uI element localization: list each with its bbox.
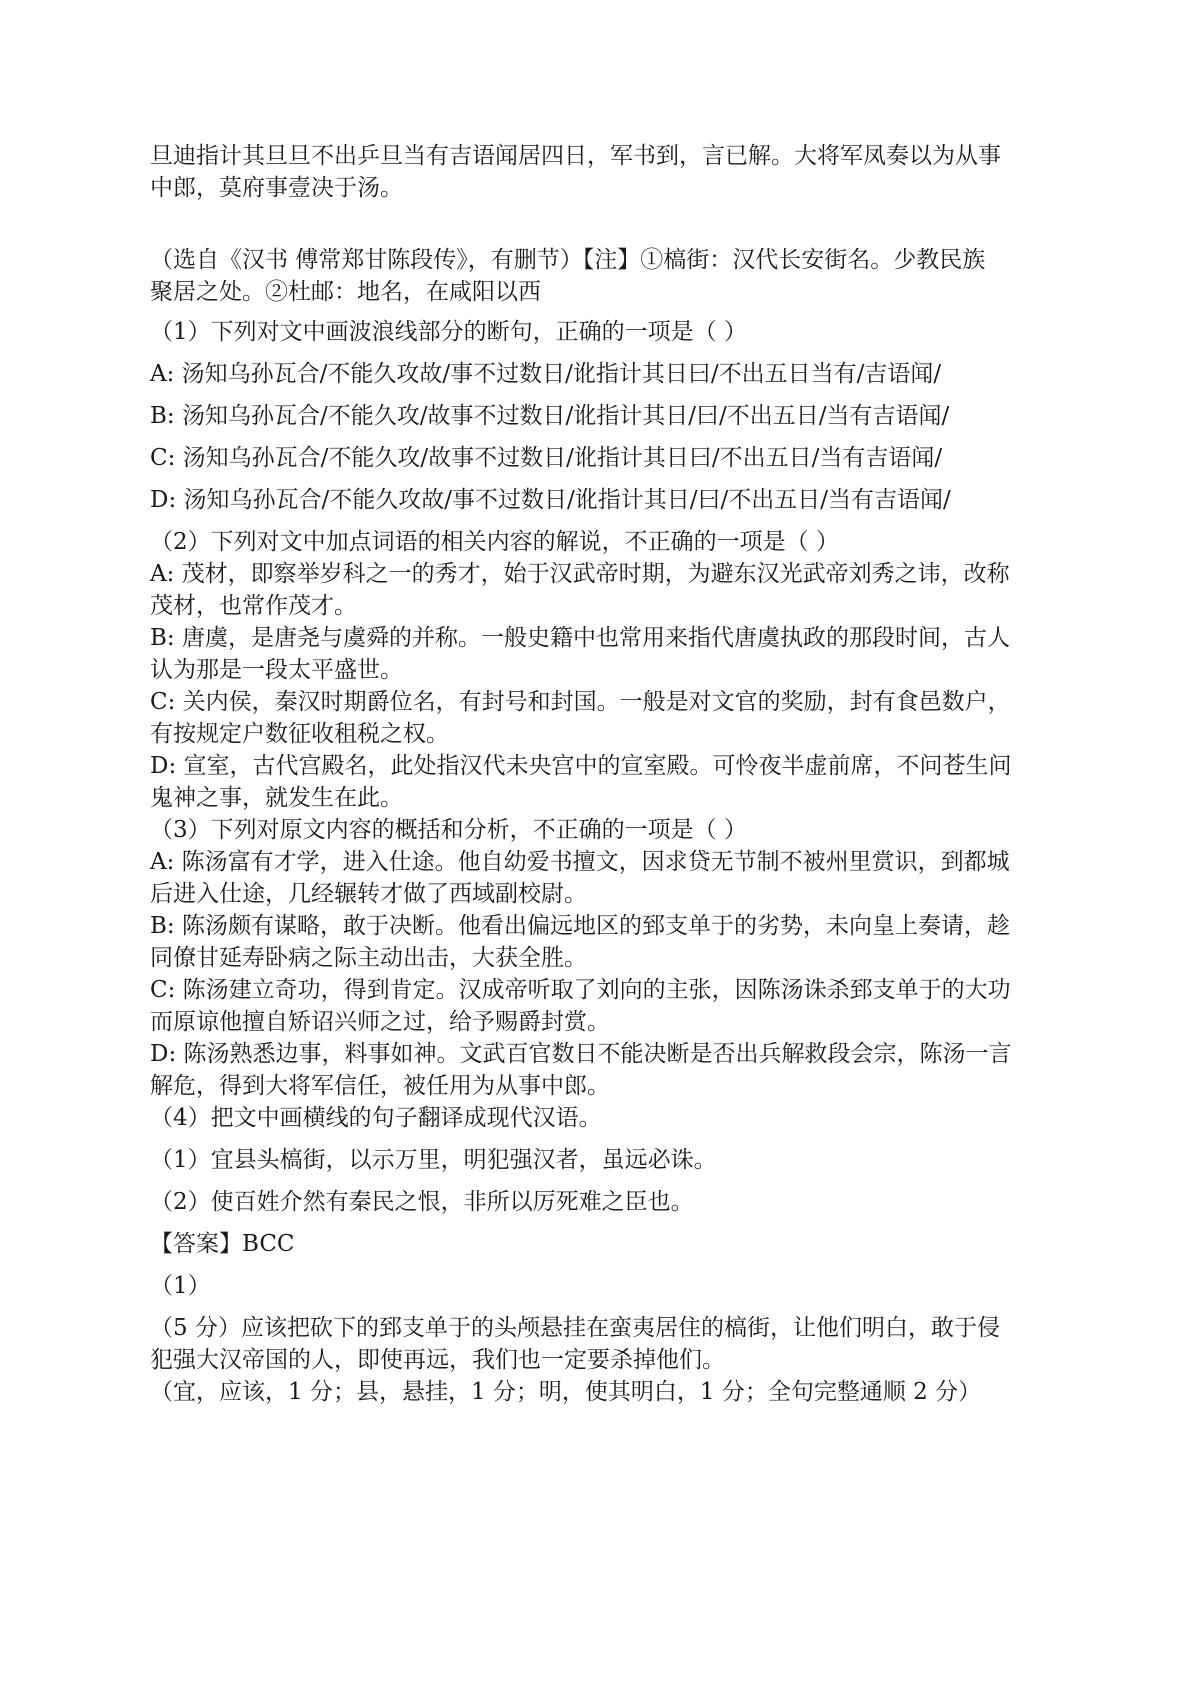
- question-4-stem: （4）把文中画横线的句子翻译成现代汉语。: [150, 1105, 602, 1131]
- passage-line: 中郎，莫府事壹决于汤。: [150, 175, 403, 201]
- question-2-line: D: 宣室，古代宫殿名，此处指汉代未央宫中的宣室殿。可怜夜半虚前席，不问苍生问: [150, 753, 1012, 779]
- document-page: [150, 140, 1050, 1408]
- answer-line: （宜，应该，1 分；县，悬挂，1 分；明，使其明白，1 分；全句完整通顺 2 分）: [150, 1379, 982, 1405]
- question-2-line: A: 茂材，即察举岁科之一的秀才，始于汉武帝时期，为避东汉光武帝刘秀之讳，改称: [150, 561, 1010, 587]
- question-3-stem: （3）下列对原文内容的概括和分析，不正确的一项是（ ）: [150, 817, 747, 843]
- question-1-option-b: B: 汤知乌孙瓦合/不能久攻/故事不过数日/讹指计其日/曰/不出五日/当有吉语闻/: [150, 403, 950, 429]
- question-4-sentence: （1）宜县头槁街，以示万里，明犯强汉者，虽远必诛。: [150, 1147, 717, 1173]
- question-2-line: 认为那是一段太平盛世。: [150, 657, 403, 683]
- answer-line: 犯强大汉帝国的人，即使再远，我们也一定要杀掉他们。: [150, 1347, 725, 1373]
- question-1-stem: （1）下列对文中画波浪线部分的断句，正确的一项是（ ）: [150, 319, 747, 345]
- question-2-line: 鬼神之事，就发生在此。: [150, 785, 403, 811]
- passage-line: 旦迪指计其旦旦不出乒旦当有吉语闻居四日，军书到，言已解。大将军凤奏以为从事: [150, 143, 1001, 169]
- question-2-line: 有按规定户数征收租税之权。: [150, 721, 449, 747]
- answer-line: （5 分）应该把砍下的郅支单于的头颅悬挂在蛮夷居住的槁街，让他们明白，敢于侵: [150, 1315, 1000, 1341]
- question-2-line: C: 关内侯，秦汉时期爵位名，有封号和封国。一般是对文官的奖励，封有食邑数户，: [150, 689, 1011, 715]
- question-3-line: C: 陈汤建立奇功，得到肯定。汉成帝听取了刘向的主张，因陈汤诛杀郅支单于的大功: [150, 977, 1011, 1003]
- question-3-line: 同僚甘延寿卧病之际主动出击，大获全胜。: [150, 945, 587, 971]
- question-3-line: 而原谅他擅自矫诏兴师之过，给予赐爵封赏。: [150, 1009, 610, 1035]
- answer-label: 【答案】BCC: [150, 1231, 295, 1257]
- question-1-option-a: A: 汤知乌孙瓦合/不能久攻故/事不过数日/讹指计其日曰/不出五日当有/吉语闻/: [150, 361, 942, 387]
- question-4-sentence: （2）使百姓介然有秦民之恨，非所以厉死难之臣也。: [150, 1189, 694, 1215]
- question-3-line: A: 陈汤富有才学，进入仕途。他自幼爱书擅文，因求贷无节制不被州里赏识，到都城: [150, 849, 1010, 875]
- source-note-line: 聚居之处。②杜邮：地名，在咸阳以西: [150, 279, 541, 305]
- question-3-line: B: 陈汤颇有谋略，敢于决断。他看出偏远地区的郅支单于的劣势，未向皇上奏请，趁: [150, 913, 1010, 939]
- question-3-line: 解危，得到大将军信任，被任用为从事中郎。: [150, 1073, 610, 1099]
- question-3-line: D: 陈汤熟悉边事，料事如神。文武百官数日不能决断是否出兵解救段会宗，陈汤一言: [150, 1041, 1012, 1067]
- question-1-option-d: D: 汤知乌孙瓦合/不能久攻故/事不过数日/讹指计其日/曰/不出五日/当有吉语闻/: [150, 487, 951, 513]
- source-note-line: （选自《汉书 傅常郑甘陈段传》，有删节）【注】①槁街：汉代长安街名。少教民族: [150, 247, 986, 273]
- question-2-line: B: 唐虞，是唐尧与虞舜的并称。一般史籍中也常用来指代唐虞执政的那段时间，古人: [150, 625, 1010, 651]
- question-3-line: 后进入仕途，几经辗转才做了西域副校尉。: [150, 881, 587, 907]
- answer-sub-label: （1）: [150, 1273, 211, 1299]
- question-2-stem: （2）下列对文中加点词语的相关内容的解说，不正确的一项是（ ）: [150, 529, 839, 555]
- question-2-line: 茂材，也常作茂才。: [150, 593, 357, 619]
- question-1-option-c: C: 汤知乌孙瓦合/不能久攻/故事不过数日/讹指计其日曰/不出五日/当有吉语闻/: [150, 445, 943, 471]
